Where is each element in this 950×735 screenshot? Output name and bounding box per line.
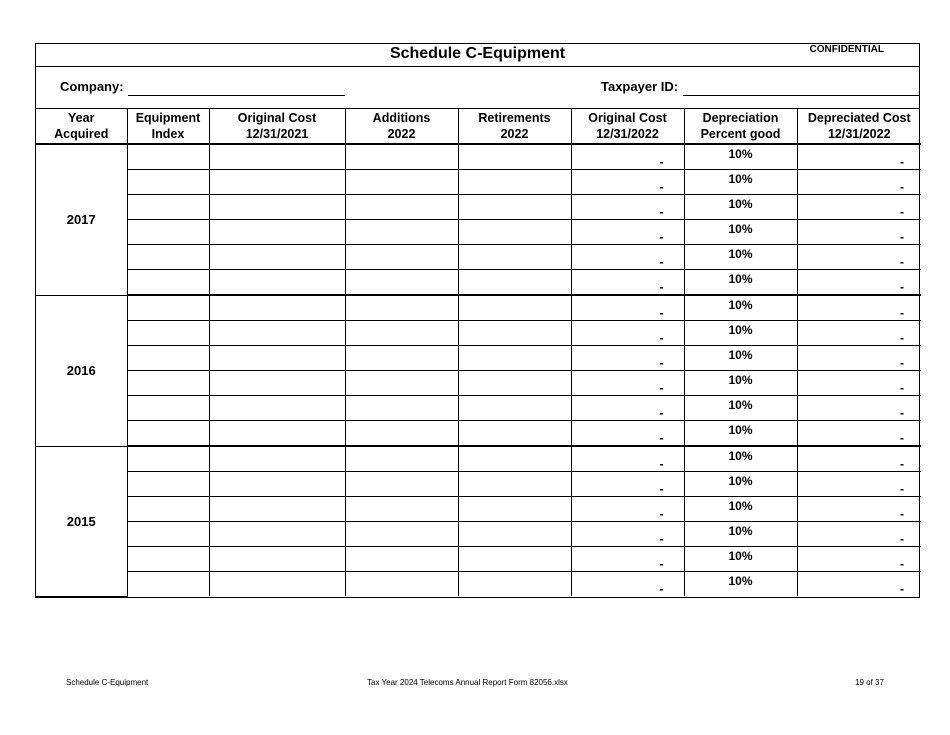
input-cell[interactable] <box>345 421 458 447</box>
input-cell[interactable] <box>458 472 571 497</box>
original-cost-2022-cell: - <box>571 220 684 245</box>
input-cell[interactable] <box>458 522 571 547</box>
original-cost-2022-cell: - <box>571 371 684 396</box>
original-cost-2022-cell: - <box>571 472 684 497</box>
input-cell[interactable] <box>345 321 458 346</box>
depreciated-cost-cell: - <box>797 497 921 522</box>
input-cell[interactable] <box>127 245 209 270</box>
depreciated-cost-cell: - <box>797 446 921 472</box>
depreciation-percent-cell: 10% <box>684 547 797 572</box>
original-cost-2022-cell: - <box>571 497 684 522</box>
title-row <box>36 44 919 67</box>
depreciation-percent-cell: 10% <box>684 522 797 547</box>
input-cell[interactable] <box>345 371 458 396</box>
depreciated-cost-cell: - <box>797 170 921 195</box>
depreciated-cost-cell: - <box>797 572 921 597</box>
input-cell[interactable] <box>345 446 458 472</box>
input-cell[interactable] <box>127 472 209 497</box>
column-header-line1: Additions <box>372 111 431 125</box>
input-cell[interactable] <box>209 220 345 245</box>
input-cell[interactable] <box>127 220 209 245</box>
table-row <box>36 195 921 220</box>
column-header-line2: 12/31/2022 <box>827 127 891 141</box>
input-cell[interactable] <box>127 195 209 220</box>
input-cell[interactable] <box>127 421 209 447</box>
page-title: Schedule C-Equipment <box>389 45 566 62</box>
depreciated-cost-cell: - <box>797 295 921 321</box>
depreciated-cost-cell: - <box>797 270 921 296</box>
input-cell[interactable] <box>345 270 458 296</box>
year-acquired-cell: 2016 <box>36 295 127 446</box>
table-row <box>36 144 921 170</box>
depreciation-percent-cell: 10% <box>684 295 797 321</box>
input-cell[interactable] <box>127 170 209 195</box>
depreciation-percent-cell: 10% <box>684 245 797 270</box>
input-cell[interactable] <box>458 371 571 396</box>
input-cell[interactable] <box>209 547 345 572</box>
column-header <box>797 109 921 144</box>
table-row <box>36 295 921 321</box>
table-row <box>36 346 921 371</box>
input-cell[interactable] <box>458 547 571 572</box>
year-acquired-cell: 2017 <box>36 144 127 295</box>
column-header-line1: Depreciated Cost <box>807 111 911 125</box>
info-row <box>36 67 919 109</box>
input-cell[interactable] <box>345 522 458 547</box>
depreciation-percent-cell: 10% <box>684 321 797 346</box>
original-cost-2022-cell: - <box>571 170 684 195</box>
column-header-line2: Acquired <box>54 127 109 141</box>
input-cell[interactable] <box>127 321 209 346</box>
footer-page-number: 19 of 37 <box>855 678 884 687</box>
input-cell[interactable] <box>127 270 209 296</box>
input-cell[interactable] <box>209 371 345 396</box>
original-cost-2022-cell: - <box>571 547 684 572</box>
depreciated-cost-cell: - <box>797 245 921 270</box>
input-cell[interactable] <box>209 346 345 371</box>
original-cost-2022-cell: - <box>571 321 684 346</box>
company-label: Company: <box>60 79 124 94</box>
original-cost-2022-cell: - <box>571 144 684 170</box>
column-header-line1: Depreciation <box>702 111 779 125</box>
input-cell[interactable] <box>458 446 571 472</box>
depreciation-percent-cell: 10% <box>684 572 797 597</box>
input-cell[interactable] <box>345 195 458 220</box>
input-cell[interactable] <box>345 245 458 270</box>
input-cell[interactable] <box>209 396 345 421</box>
input-cell[interactable] <box>458 170 571 195</box>
depreciated-cost-cell: - <box>797 195 921 220</box>
input-cell[interactable] <box>209 321 345 346</box>
input-cell[interactable] <box>209 421 345 447</box>
depreciation-percent-cell: 10% <box>684 497 797 522</box>
input-cell[interactable] <box>458 245 571 270</box>
input-cell[interactable] <box>209 522 345 547</box>
footer-file-name: Tax Year 2024 Telecoms Annual Report Form 82056.xlsx <box>367 678 568 687</box>
depreciated-cost-cell: - <box>797 421 921 447</box>
depreciation-percent-cell: 10% <box>684 195 797 220</box>
column-header-line1: Original Cost <box>588 111 667 125</box>
input-cell[interactable] <box>209 170 345 195</box>
column-header <box>209 109 345 144</box>
schedule-sheet <box>35 43 920 598</box>
input-cell[interactable] <box>127 371 209 396</box>
input-cell[interactable] <box>127 547 209 572</box>
input-cell[interactable] <box>458 396 571 421</box>
column-header <box>127 109 209 144</box>
column-header-line1: Year <box>68 111 95 125</box>
input-cell[interactable] <box>127 572 209 597</box>
column-header <box>36 109 127 144</box>
input-cell[interactable] <box>458 220 571 245</box>
input-cell[interactable] <box>209 245 345 270</box>
table-row <box>36 421 921 447</box>
input-cell[interactable] <box>345 472 458 497</box>
footer-sheet-name: Schedule C-Equipment <box>66 678 149 687</box>
table-row <box>36 522 921 547</box>
column-header <box>458 109 571 144</box>
depreciated-cost-cell: - <box>797 371 921 396</box>
input-cell[interactable] <box>345 346 458 371</box>
original-cost-2022-cell: - <box>571 446 684 472</box>
column-header-line1: Original Cost <box>237 111 317 125</box>
column-header-row <box>36 109 921 144</box>
original-cost-2022-cell: - <box>571 396 684 421</box>
input-cell[interactable] <box>458 421 571 447</box>
column-header <box>684 109 797 144</box>
table-row <box>36 572 921 597</box>
input-cell[interactable] <box>209 195 345 220</box>
input-cell[interactable] <box>345 396 458 421</box>
input-cell[interactable] <box>345 497 458 522</box>
input-cell[interactable] <box>458 270 571 296</box>
column-header-line2: 2022 <box>500 127 529 141</box>
depreciation-percent-cell: 10% <box>684 220 797 245</box>
depreciated-cost-cell: - <box>797 144 921 170</box>
depreciation-percent-cell: 10% <box>684 396 797 421</box>
year-acquired-cell: 2015 <box>36 446 127 596</box>
column-header-line1: Retirements <box>478 111 551 125</box>
depreciation-percent-cell: 10% <box>684 346 797 371</box>
input-cell[interactable] <box>209 270 345 296</box>
company-field[interactable] <box>128 95 345 96</box>
table-row <box>36 321 921 346</box>
depreciation-percent-cell: 10% <box>684 270 797 296</box>
input-cell[interactable] <box>458 195 571 220</box>
depreciated-cost-cell: - <box>797 321 921 346</box>
input-cell[interactable] <box>127 497 209 522</box>
taxpayer-id-label: Taxpayer ID: <box>601 79 679 94</box>
depreciated-cost-cell: - <box>797 220 921 245</box>
input-cell[interactable] <box>458 295 571 321</box>
input-cell[interactable] <box>458 346 571 371</box>
table-row <box>36 245 921 270</box>
depreciation-percent-cell: 10% <box>684 170 797 195</box>
input-cell[interactable] <box>127 295 209 321</box>
depreciated-cost-cell: - <box>797 396 921 421</box>
input-cell[interactable] <box>345 547 458 572</box>
equipment-table <box>36 109 921 597</box>
original-cost-2022-cell: - <box>571 195 684 220</box>
input-cell[interactable] <box>458 321 571 346</box>
table-row <box>36 446 921 472</box>
depreciation-percent-cell: 10% <box>684 472 797 497</box>
input-cell[interactable] <box>458 497 571 522</box>
column-header <box>345 109 458 144</box>
input-cell[interactable] <box>209 446 345 472</box>
depreciation-percent-cell: 10% <box>684 144 797 170</box>
table-row <box>36 497 921 522</box>
input-cell[interactable] <box>127 396 209 421</box>
depreciated-cost-cell: - <box>797 472 921 497</box>
original-cost-2022-cell: - <box>571 270 684 296</box>
depreciation-percent-cell: 10% <box>684 371 797 396</box>
original-cost-2022-cell: - <box>571 572 684 597</box>
taxpayer-id-field[interactable] <box>683 95 919 96</box>
confidential-label: CONFIDENTIAL <box>809 44 884 55</box>
input-cell[interactable] <box>209 295 345 321</box>
column-header-line2: 2022 <box>387 127 416 141</box>
table-row <box>36 220 921 245</box>
table-row <box>36 170 921 195</box>
depreciated-cost-cell: - <box>797 346 921 371</box>
input-cell[interactable] <box>209 572 345 597</box>
column-header-line2: 12/31/2021 <box>245 127 309 141</box>
depreciation-percent-cell: 10% <box>684 446 797 472</box>
input-cell[interactable] <box>345 170 458 195</box>
input-cell[interactable] <box>345 572 458 597</box>
column-header <box>571 109 684 144</box>
original-cost-2022-cell: - <box>571 346 684 371</box>
table-row <box>36 270 921 296</box>
original-cost-2022-cell: - <box>571 522 684 547</box>
column-header-line2: Percent good <box>700 127 781 141</box>
input-cell[interactable] <box>345 220 458 245</box>
depreciation-percent-cell: 10% <box>684 421 797 447</box>
original-cost-2022-cell: - <box>571 245 684 270</box>
input-cell[interactable] <box>345 295 458 321</box>
input-cell[interactable] <box>127 144 209 170</box>
table-row <box>36 371 921 396</box>
table-row <box>36 472 921 497</box>
input-cell[interactable] <box>458 144 571 170</box>
column-header-line1: Equipment <box>135 111 201 125</box>
input-cell[interactable] <box>458 572 571 597</box>
column-header-line2: 12/31/2022 <box>596 127 659 141</box>
table-row <box>36 396 921 421</box>
input-cell[interactable] <box>127 346 209 371</box>
column-header-line2: Index <box>151 127 185 141</box>
input-cell[interactable] <box>209 497 345 522</box>
input-cell[interactable] <box>209 144 345 170</box>
depreciated-cost-cell: - <box>797 547 921 572</box>
depreciated-cost-cell: - <box>797 522 921 547</box>
table-row <box>36 547 921 572</box>
input-cell[interactable] <box>209 472 345 497</box>
input-cell[interactable] <box>127 522 209 547</box>
input-cell[interactable] <box>345 144 458 170</box>
input-cell[interactable] <box>127 446 209 472</box>
original-cost-2022-cell: - <box>571 295 684 321</box>
original-cost-2022-cell: - <box>571 421 684 447</box>
